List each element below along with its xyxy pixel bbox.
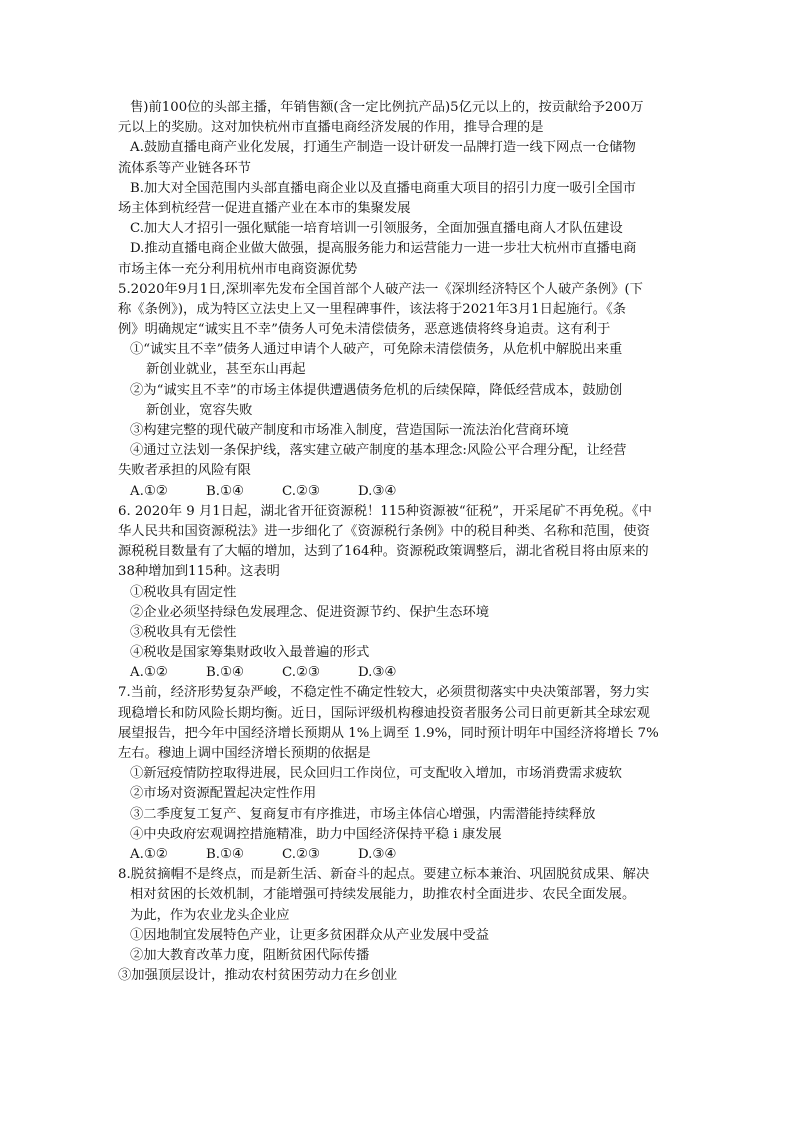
text-line: 失败者承担的风险有限 — [118, 463, 251, 479]
text-line: ③税收具有无偿性 — [130, 624, 237, 640]
text-line: 例》明确规定“诚实且不幸”债务人可免未清偿债务，恶意逃债将终身追责。这有利于 — [118, 322, 611, 338]
text-line: 元以上的奖励。这对加快杭州市直播电商经济发展的作用，推导合理的是 — [118, 120, 544, 136]
text-line: 7.当前，经济形势复杂严峻，不稳定性不确定性较大，必须贯彻落实中央决策部署，努力实 — [118, 685, 650, 701]
option-a[interactable]: A.①② — [130, 483, 168, 499]
text-line: ③构建完整的现代破产制度和市场准入制度，营造国际一流法治化营商环境 — [130, 423, 569, 438]
document-page — [118, 98, 678, 986]
text-line: 称《条例》)，成为特区立法史上又一里程碑事件，该法将于2021年3月1日起施行。《条 — [118, 301, 627, 317]
text-line: ④通过立法划一条保护线，落实建立破产制度的基本理念:风险公平合理分配，让经营 — [130, 443, 627, 459]
option-a[interactable]: A.①② — [130, 846, 168, 862]
text-line: ②企业必须坚持绿色发展理念、促进资源节约、保护生态环境 — [130, 604, 490, 620]
text-line: ④中央政府宏观调控措施精准，助力中国经济保持平稳 i 康发展 — [130, 826, 502, 842]
text-line: ①新冠疫情防控取得进展，民众回归工作岗位，可支配收入增加，市场消费需求疲软 — [130, 766, 622, 782]
question-4-section — [118, 98, 678, 482]
text-line: 现稳增长和防风险长期均衡。近日，国际评级机构穆迪投资者服务公司日前更新其全球宏观 — [118, 705, 650, 721]
text-line: 6. 2020年 9 月1日起，湖北省开征资源税！115种资源被“征税”，开采尾矿不再免税。《中 — [118, 503, 652, 519]
option-d[interactable]: D.③④ — [358, 665, 397, 681]
text-line: 场主体到杭经营一促进直播产业在本市的集聚发展 — [118, 200, 411, 216]
text-line: A.鼓励直播电商产业化发展，打通生产制造一设计研发一品牌打造一线下网点一仓储物 — [130, 140, 636, 156]
option-d[interactable]: D.③④ — [358, 483, 397, 499]
text-line: 38种增加到115种。这表明 — [118, 564, 280, 580]
text-line: ①税收具有固定性 — [130, 584, 237, 600]
text-line: D.推动直播电商企业做大做强，提高服务能力和运营能力一进一步壮大杭州市直播电商 — [130, 241, 637, 257]
text-line: ③加强顶层设计，推动农村贫困劳动力在乡创业 — [118, 968, 398, 984]
text-line: ④税收是国家筹集财政收入最普遍的形式 — [130, 645, 370, 661]
question-8-section — [118, 865, 678, 986]
text-line: ②加大教育改革力度，阻断贫困代际传播 — [130, 947, 370, 963]
option-b[interactable]: B.①④ — [206, 483, 244, 499]
text-line: 左右。穆迪上调中国经济增长预期的依据是 — [118, 746, 371, 761]
text-line: 源税税目数量有了大幅的增加，达到了164种。资源税政策调整后，湖北省税目将由原来的 — [118, 544, 649, 560]
text-line: 市场主体一充分利用杭州市电商资源优势 — [118, 261, 358, 277]
option-c[interactable]: C.②③ — [282, 483, 320, 499]
text-line: C.加大人才招引一强化赋能一培育培训一引领服务，全面加强直播电商人才队伍建设 — [130, 221, 623, 237]
option-d[interactable]: D.③④ — [358, 846, 397, 862]
option-c[interactable]: C.②③ — [282, 846, 320, 862]
text-line: ①因地制宜发展特色产业，让更多贫困群众从产业发展中受益 — [130, 927, 490, 943]
text-line: 流体系等产业链各环节 — [118, 160, 251, 176]
text-line: 新创业，宽容失败 — [146, 402, 253, 418]
text-line: 华人民共和国资源税法》进一步细化了《资源税行条例》中的税目种类、名称和范围，使资 — [118, 523, 650, 539]
question-5-options — [118, 482, 678, 502]
text-line: 5.2020年9月1日,深圳率先发布全国首部个人破产法一《深圳经济特区个人破产条例》(下 — [118, 281, 643, 297]
text-line: ③二季度复工复产、复商复市有序推进，市场主体信心增强，内需潜能持续释放 — [130, 806, 596, 822]
question-7-options — [118, 845, 678, 865]
text-line: 8.脱贫摘帽不是终点，而是新生活、新奋斗的起点。要建立标本兼治、巩固脱贫成果、解决 — [118, 867, 650, 883]
option-b[interactable]: B.①④ — [206, 665, 244, 681]
text-line: 展望报告，把今年中国经济增长预期从 1%上调至 1.9%，同时预计明年中国经济将增长 7% — [118, 725, 659, 741]
option-c[interactable]: C.②③ — [282, 665, 320, 681]
question-6-section — [118, 502, 678, 664]
text-line: B.加大对全国范围内头部直播电商企业以及直播电商重大项目的招引力度一吸引全国市 — [130, 180, 636, 196]
text-line: 新创业就业，甚至东山再起 — [146, 362, 306, 378]
option-b[interactable]: B.①④ — [206, 846, 244, 862]
question-7-section — [118, 683, 678, 845]
text-line: ②为“诚实且不幸”的市场主体提供遭遇债务危机的后续保障，降低经营成本，鼓励创 — [130, 382, 623, 398]
text-line: 售)前100位的头部主播，年销售额(含一定比例抗产品)5亿元以上的，按贡献给予200万 — [130, 100, 644, 115]
question-6-options — [118, 663, 678, 683]
text-line: 为此，作为农业龙头企业应 — [130, 907, 290, 923]
text-line: ②市场对资源配置起决定性作用 — [130, 786, 317, 802]
option-a[interactable]: A.①② — [130, 665, 168, 681]
text-line: 相对贫困的长效机制，才能增强可持续发展能力，助推农村全面进步、农民全面发展。 — [130, 887, 636, 903]
text-line: ①“诚实且不幸”债务人通过申请个人破产，可免除未清偿债务，从危机中解脱出来重 — [130, 342, 623, 358]
